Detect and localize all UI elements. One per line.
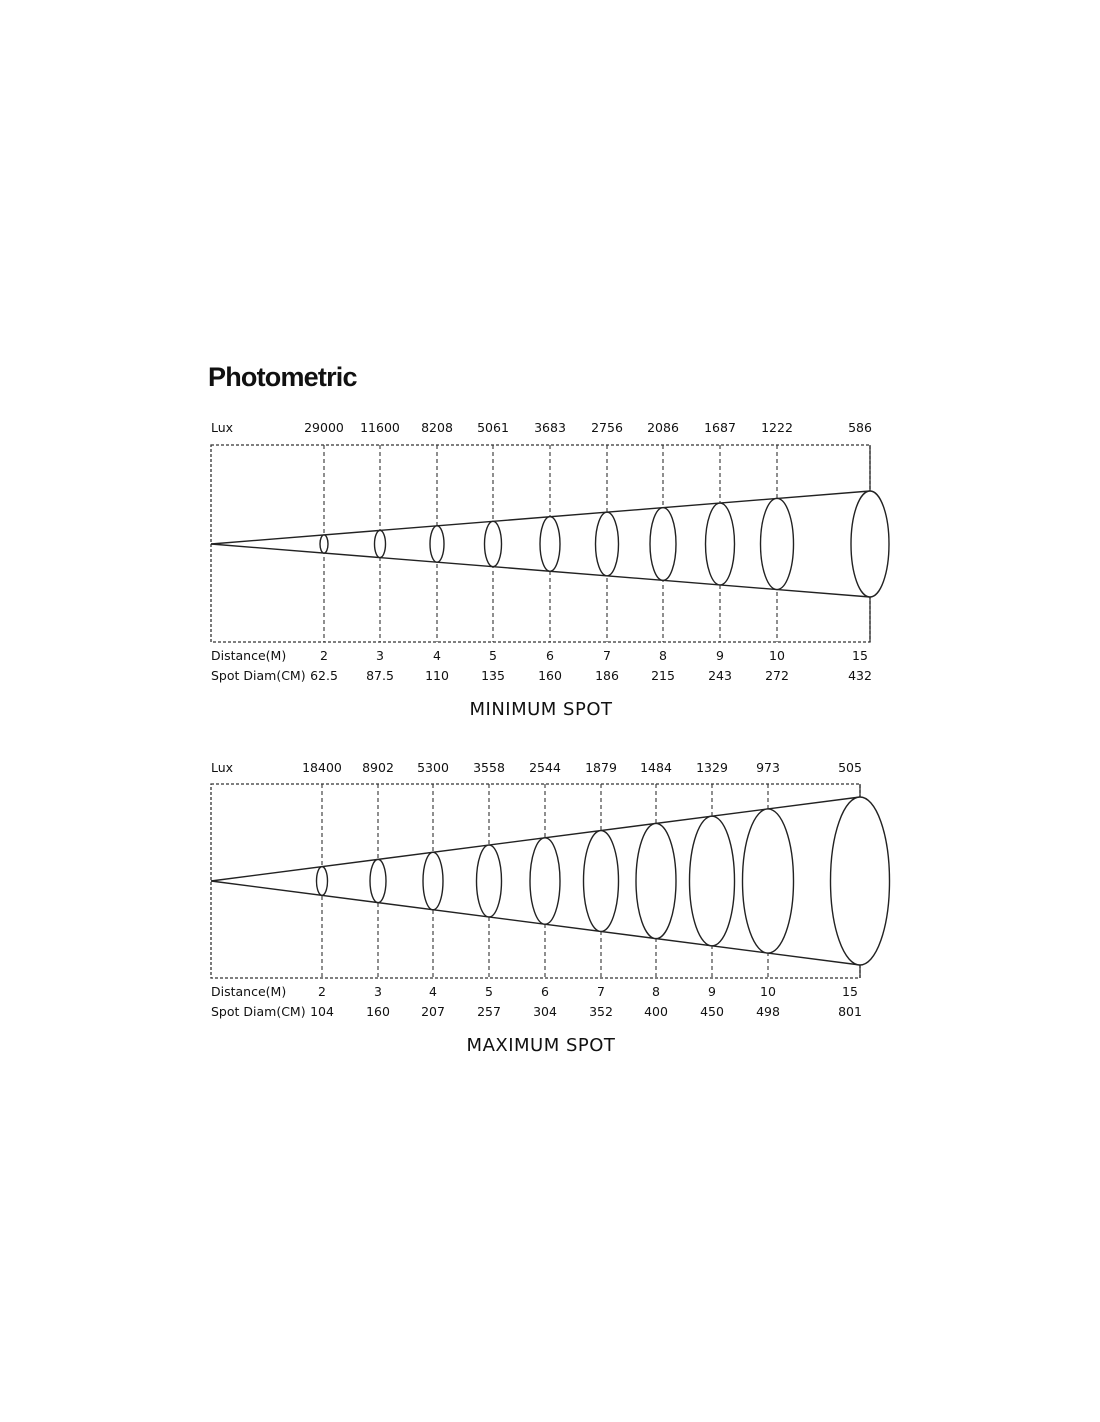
min-spot-ellipse [596, 512, 619, 576]
min-lux-value: 5061 [477, 420, 509, 435]
max-lux-value: 3558 [473, 760, 505, 775]
max-spot-diameter-value: 352 [589, 1004, 613, 1019]
maximum-spot-svg [0, 750, 1100, 1070]
min-distance-value: 5 [489, 648, 497, 663]
min-lux-value: 1222 [761, 420, 793, 435]
max-spot-diameter-value: 801 [838, 1004, 862, 1019]
max-spot-ellipse [743, 809, 794, 953]
max-distance-value: 7 [597, 984, 605, 999]
max-spot-ellipse [477, 845, 502, 917]
max-spot-ellipse [690, 816, 735, 946]
max-spot-ellipse [423, 852, 443, 909]
min-distance-value: 7 [603, 648, 611, 663]
min-lux-label: Lux [211, 420, 234, 435]
min-distance-value: 15 [852, 648, 868, 663]
min-spot-diameter-value: 62.5 [310, 668, 338, 683]
max-lux-value: 1879 [585, 760, 617, 775]
max-distance-value: 4 [429, 984, 437, 999]
min-spot-ellipse [375, 530, 386, 557]
min-spot-ellipse [540, 517, 560, 572]
max-distance-value: 3 [374, 984, 382, 999]
max-caption: MAXIMUM SPOT [466, 1035, 616, 1056]
max-spot-ellipse [636, 823, 676, 938]
max-spot-diameter-value: 400 [644, 1004, 668, 1019]
max-distance-value: 10 [760, 984, 776, 999]
min-distance-value: 4 [433, 648, 441, 663]
min-lux-value: 29000 [304, 420, 344, 435]
min-distance-value: 10 [769, 648, 785, 663]
min-lux-value: 1687 [704, 420, 736, 435]
max-distance-value: 6 [541, 984, 549, 999]
max-spot-diameter-value: 498 [756, 1004, 780, 1019]
min-spot-diameter-value: 432 [848, 668, 872, 683]
min-spot-ellipse [650, 508, 676, 581]
min-spot-diameter-value: 135 [481, 668, 505, 683]
max-lux-value: 2544 [529, 760, 561, 775]
max-lux-value: 973 [756, 760, 780, 775]
min-spot-diameter-value: 110 [425, 668, 449, 683]
maximum-spot-diagram [0, 750, 1100, 1070]
min-distance-value: 6 [546, 648, 554, 663]
max-lux-value: 8902 [362, 760, 394, 775]
max-spot-diameter-value: 257 [477, 1004, 501, 1019]
page-title: Photometric [208, 362, 357, 392]
max-spot-diameter-value: 207 [421, 1004, 445, 1019]
min-distance-value: 9 [716, 648, 724, 663]
min-spot-diameter-value: 87.5 [366, 668, 394, 683]
max-distance-value: 9 [708, 984, 716, 999]
min-spot-ellipse [761, 498, 794, 589]
max-spot-ellipse [317, 867, 328, 896]
min-spot-diam-label: Spot Diam(CM) [211, 668, 306, 683]
max-spot-ellipse [831, 797, 890, 965]
min-lux-value: 586 [848, 420, 872, 435]
min-spot-ellipse [430, 526, 444, 562]
max-spot-diam-label: Spot Diam(CM) [211, 1004, 306, 1019]
min-spot-diameter-value: 160 [538, 668, 562, 683]
max-distance-label: Distance(M) [211, 984, 287, 999]
min-distance-value: 8 [659, 648, 667, 663]
max-lux-value: 18400 [302, 760, 342, 775]
min-spot-ellipse [851, 491, 889, 597]
min-distance-value: 2 [320, 648, 328, 663]
max-spot-diameter-value: 160 [366, 1004, 390, 1019]
max-lux-value: 505 [838, 760, 862, 775]
min-lux-value: 8208 [421, 420, 453, 435]
max-spot-diameter-value: 450 [700, 1004, 724, 1019]
minimum-spot-svg [0, 410, 1100, 730]
max-lux-value: 1484 [640, 760, 672, 775]
min-distance-label: Distance(M) [211, 648, 287, 663]
max-spot-ellipse [370, 859, 386, 902]
min-spot-diameter-value: 215 [651, 668, 675, 683]
min-lux-value: 3683 [534, 420, 566, 435]
min-lux-value: 2756 [591, 420, 623, 435]
min-lux-value: 11600 [360, 420, 400, 435]
min-caption: MINIMUM SPOT [469, 699, 613, 720]
minimum-spot-diagram [0, 410, 1100, 730]
min-spot-diameter-value: 272 [765, 668, 789, 683]
max-distance-value: 8 [652, 984, 660, 999]
min-spot-diameter-value: 243 [708, 668, 732, 683]
min-distance-value: 3 [376, 648, 384, 663]
max-spot-ellipse [584, 831, 619, 932]
min-spot-diameter-value: 186 [595, 668, 619, 683]
min-spot-ellipse [320, 535, 328, 553]
max-lux-value: 5300 [417, 760, 449, 775]
max-distance-value: 5 [485, 984, 493, 999]
max-lux-label: Lux [211, 760, 234, 775]
max-distance-value: 2 [318, 984, 326, 999]
max-spot-diameter-value: 104 [310, 1004, 334, 1019]
max-lux-value: 1329 [696, 760, 728, 775]
min-spot-ellipse [706, 503, 735, 585]
max-spot-diameter-value: 304 [533, 1004, 557, 1019]
min-spot-ellipse [485, 521, 502, 566]
min-lux-value: 2086 [647, 420, 679, 435]
max-spot-ellipse [530, 838, 560, 924]
max-distance-value: 15 [842, 984, 858, 999]
